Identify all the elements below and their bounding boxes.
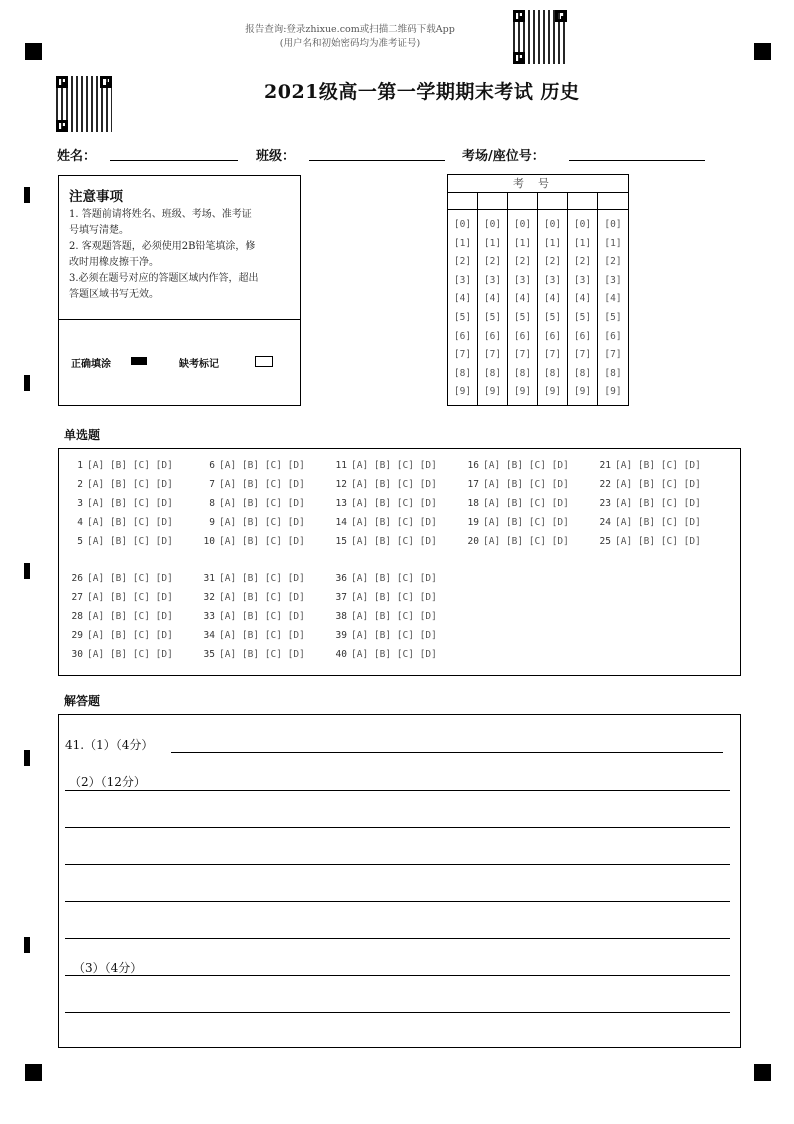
question-25[interactable] [595, 536, 701, 547]
notes-divider [59, 319, 300, 320]
exam-number-bubble[interactable]: [1] [573, 237, 592, 249]
exam-number-bubble[interactable]: [6] [573, 330, 592, 342]
answer-options[interactable]: [A] [B] [C] [D] [87, 536, 173, 547]
question-number: 27 [71, 592, 83, 603]
answer-options[interactable]: [A] [B] [C] [D] [483, 517, 569, 528]
exam-number-write-cell[interactable] [478, 192, 507, 210]
question-number: 14 [335, 517, 347, 528]
exam-number-column [508, 192, 538, 405]
answer-options[interactable]: [A] [B] [C] [D] [219, 573, 305, 584]
question-number: 25 [599, 536, 611, 547]
qr-code-student [56, 76, 112, 132]
question-number: 36 [335, 573, 347, 584]
exam-number-column [568, 192, 598, 405]
notes-line: 改时用橡皮擦干净。 [69, 257, 159, 268]
timing-mark [24, 563, 30, 579]
exam-number-bubble[interactable]: [9] [513, 386, 532, 398]
question-number: 21 [599, 460, 611, 471]
notes-line: 号填写清楚。 [69, 225, 129, 236]
answer-options[interactable]: [A] [B] [C] [D] [87, 611, 173, 622]
report-notice-line1: 报告查询:登录zhixue.com或扫描二维码下载App [245, 24, 455, 35]
exam-number-bubble[interactable]: [8] [604, 367, 622, 379]
notes-box [58, 175, 301, 406]
answer-options[interactable]: [A] [B] [C] [D] [615, 479, 701, 490]
exam-number-bubble[interactable]: [3] [483, 274, 502, 286]
notes-line: 3.必须在题号对应的答题区域内作答，超出 [69, 273, 259, 284]
question-19[interactable] [463, 517, 569, 528]
question-number: 22 [599, 479, 611, 490]
registration-mark-top-left [25, 43, 42, 60]
question-27[interactable] [67, 592, 173, 603]
question-number: 23 [599, 498, 611, 509]
exam-number-bubble[interactable]: [6] [453, 330, 472, 342]
question-number: 20 [467, 536, 479, 547]
q41-part3-label: （3）（4分） [73, 961, 143, 975]
registration-mark-top-right [754, 43, 771, 60]
single-choice-label: 单选题 [64, 428, 101, 442]
exam-number-bubble[interactable]: [2] [543, 256, 562, 268]
question-number: 2 [77, 479, 83, 490]
question-number: 1 [77, 460, 83, 471]
report-notice-line2: (用户名和初始密码均为准考证号) [279, 38, 421, 49]
answer-options[interactable]: [A] [B] [C] [D] [87, 649, 173, 660]
answer-options[interactable]: [A] [B] [C] [D] [219, 649, 305, 660]
question-3[interactable] [67, 498, 173, 509]
notes-line: 2. 客观题答题，必须使用2B铅笔填涂，修 [69, 241, 256, 252]
q41-part1-answer-line[interactable] [171, 752, 723, 753]
exam-number-bubble[interactable]: [4] [483, 293, 502, 305]
exam-number-grid [447, 174, 629, 406]
exam-number-bubble[interactable]: [5] [573, 311, 592, 323]
correct-fill-label: 正确填涂 [71, 359, 111, 370]
exam-number-write-cell[interactable] [568, 192, 597, 210]
question-40[interactable] [331, 649, 437, 660]
exam-number-bubble[interactable]: [2] [483, 256, 502, 268]
question-number: 8 [209, 498, 215, 509]
question-number: 16 [467, 460, 479, 471]
exam-number-bubble[interactable]: [3] [604, 274, 622, 286]
class-field[interactable] [309, 160, 445, 161]
question-34[interactable] [199, 630, 305, 641]
question-29[interactable] [67, 630, 173, 641]
question-1[interactable] [67, 460, 173, 471]
question-28[interactable] [67, 611, 173, 622]
q41-part3-answer-line[interactable] [65, 1012, 730, 1013]
exam-number-bubble[interactable]: [7] [573, 349, 592, 361]
question-number: 3 [77, 498, 83, 509]
question-21[interactable] [595, 460, 701, 471]
exam-number-bubble[interactable]: [9] [573, 386, 592, 398]
q41-part2-answer-line[interactable] [65, 938, 730, 939]
question-number: 24 [599, 517, 611, 528]
question-15[interactable] [331, 536, 437, 547]
answer-options[interactable]: [A] [B] [C] [D] [351, 517, 437, 528]
exam-number-bubble[interactable]: [3] [513, 274, 532, 286]
answer-options[interactable]: [A] [B] [C] [D] [219, 479, 305, 490]
question-2[interactable] [67, 479, 173, 490]
exam-number-bubble[interactable]: [6] [604, 330, 622, 342]
answer-options[interactable]: [A] [B] [C] [D] [483, 498, 569, 509]
answer-box [58, 714, 741, 1048]
exam-number-bubble[interactable]: [1] [604, 237, 622, 249]
exam-number-bubble[interactable]: [6] [483, 330, 502, 342]
timing-mark [24, 187, 30, 203]
answer-options[interactable]: [A] [B] [C] [D] [351, 630, 437, 641]
exam-number-bubble[interactable]: [5] [513, 311, 532, 323]
exam-number-bubble[interactable]: [0] [543, 219, 562, 230]
question-13[interactable] [331, 498, 437, 509]
exam-number-bubble[interactable]: [2] [453, 256, 472, 268]
answer-section-label: 解答题 [64, 694, 101, 708]
answer-options[interactable]: [A] [B] [C] [D] [219, 498, 305, 509]
page-title: 2021级高一第一学期期末考试 历史 [264, 81, 580, 103]
question-number: 29 [71, 630, 83, 641]
answer-options[interactable]: [A] [B] [C] [D] [351, 649, 437, 660]
q41-part2-label: （2）（12分） [69, 775, 146, 789]
question-number: 10 [203, 536, 215, 547]
exam-number-bubble[interactable]: [1] [543, 237, 562, 249]
registration-mark-bottom-right [754, 1064, 771, 1081]
answer-options[interactable]: [A] [B] [C] [D] [351, 479, 437, 490]
question-number: 5 [77, 536, 83, 547]
question-16[interactable] [463, 460, 569, 471]
answer-options[interactable]: [A] [B] [C] [D] [87, 479, 173, 490]
question-5[interactable] [67, 536, 173, 547]
q41-part2-answer-line[interactable] [65, 864, 730, 865]
question-number: 30 [71, 649, 83, 660]
answer-options[interactable]: [A] [B] [C] [D] [483, 460, 569, 471]
question-number: 37 [335, 592, 347, 603]
question-9[interactable] [199, 517, 305, 528]
question-18[interactable] [463, 498, 569, 509]
question-number: 9 [209, 517, 215, 528]
timing-mark [24, 375, 30, 391]
exam-number-bubble[interactable]: [2] [573, 256, 592, 268]
class-label: 班级： [256, 149, 296, 164]
exam-number-bubble[interactable]: [2] [513, 256, 532, 268]
notes-line: 1. 答题前请将姓名、班级、考场、准考证 [69, 209, 252, 220]
answer-options[interactable]: [A] [B] [C] [D] [351, 573, 437, 584]
question-number: 32 [203, 592, 215, 603]
notes-line: 答题区域书写无效。 [69, 289, 159, 300]
question-number: 26 [71, 573, 83, 584]
exam-number-bubble[interactable]: [0] [573, 219, 592, 230]
exam-number-bubble[interactable]: [9] [453, 386, 472, 398]
question-23[interactable] [595, 498, 701, 509]
question-12[interactable] [331, 479, 437, 490]
question-20[interactable] [463, 536, 569, 547]
exam-number-write-cell[interactable] [538, 192, 567, 210]
q41-part2-answer-line[interactable] [65, 790, 730, 791]
answer-options[interactable]: [A] [B] [C] [D] [87, 573, 173, 584]
answer-options[interactable]: [A] [B] [C] [D] [219, 611, 305, 622]
question-number: 39 [335, 630, 347, 641]
exam-number-bubble[interactable]: [9] [483, 386, 502, 398]
question-number: 7 [209, 479, 215, 490]
exam-number-column [538, 192, 568, 405]
question-14[interactable] [331, 517, 437, 528]
question-number: 12 [335, 479, 347, 490]
exam-number-bubble[interactable]: [4] [453, 293, 472, 305]
exam-number-bubble[interactable]: [6] [513, 330, 532, 342]
exam-number-bubble[interactable]: [2] [604, 256, 622, 268]
exam-number-bubble[interactable]: [5] [483, 311, 502, 323]
exam-number-column [478, 192, 508, 405]
qr-code-app-download [513, 10, 567, 64]
question-39[interactable] [331, 630, 437, 641]
question-number: 34 [203, 630, 215, 641]
timing-mark [24, 937, 30, 953]
exam-number-column [448, 192, 478, 405]
exam-number-bubble[interactable]: [4] [573, 293, 592, 305]
question-number: 33 [203, 611, 215, 622]
exam-number-bubble[interactable]: [7] [483, 349, 502, 361]
exam-number-bubble[interactable]: [0] [483, 219, 502, 230]
question-6[interactable] [199, 460, 305, 471]
answer-options[interactable]: [A] [B] [C] [D] [219, 536, 305, 547]
question-11[interactable] [331, 460, 437, 471]
question-35[interactable] [199, 649, 305, 660]
exam-number-bubble[interactable]: [5] [543, 311, 562, 323]
exam-number-bubble[interactable]: [7] [453, 349, 472, 361]
exam-number-bubble[interactable]: [0] [513, 219, 532, 230]
exam-number-bubble[interactable]: [1] [513, 237, 532, 249]
answer-options[interactable]: [A] [B] [C] [D] [219, 460, 305, 471]
exam-number-write-cell[interactable] [508, 192, 537, 210]
question-number: 17 [467, 479, 479, 490]
question-number: 35 [203, 649, 215, 660]
q41-part3-answer-line[interactable] [65, 975, 730, 976]
exam-number-bubble[interactable]: [9] [604, 386, 622, 398]
question-31[interactable] [199, 573, 305, 584]
question-number: 11 [335, 460, 347, 471]
registration-mark-bottom-left [25, 1064, 42, 1081]
exam-number-bubble[interactable]: [0] [604, 219, 622, 230]
notes-title: 注意事项 [69, 189, 123, 205]
exam-number-bubble[interactable]: [9] [543, 386, 562, 398]
answer-options[interactable]: [A] [B] [C] [D] [483, 479, 569, 490]
exam-number-bubble[interactable]: [7] [513, 349, 532, 361]
question-22[interactable] [595, 479, 701, 490]
question-26[interactable] [67, 573, 173, 584]
exam-number-bubble[interactable]: [5] [453, 311, 472, 323]
exam-number-bubble[interactable]: [7] [543, 349, 562, 361]
question-36[interactable] [331, 573, 437, 584]
answer-options[interactable]: [A] [B] [C] [D] [87, 592, 173, 603]
question-37[interactable] [331, 592, 437, 603]
q41-part2-answer-line[interactable] [65, 827, 730, 828]
absent-mark-checkbox[interactable] [255, 356, 273, 367]
exam-number-bubble[interactable]: [8] [483, 367, 502, 379]
exam-number-bubble[interactable]: [0] [453, 219, 472, 230]
answer-options[interactable]: [A] [B] [C] [D] [219, 517, 305, 528]
exam-number-bubble[interactable]: [1] [453, 237, 472, 249]
answer-options[interactable]: [A] [B] [C] [D] [87, 517, 173, 528]
correct-fill-sample [131, 357, 147, 365]
answer-options[interactable]: [A] [B] [C] [D] [615, 536, 701, 547]
exam-number-write-cell[interactable] [448, 192, 477, 210]
name-label: 姓名： [57, 149, 97, 164]
exam-number-bubble[interactable]: [3] [453, 274, 472, 286]
exam-number-bubble[interactable]: [7] [604, 349, 622, 361]
answer-options[interactable]: [A] [B] [C] [D] [87, 498, 173, 509]
question-number: 38 [335, 611, 347, 622]
question-10[interactable] [199, 536, 305, 547]
timing-mark [24, 750, 30, 766]
question-33[interactable] [199, 611, 305, 622]
question-8[interactable] [199, 498, 305, 509]
room-seat-field[interactable] [569, 160, 705, 161]
exam-number-bubble[interactable]: [8] [573, 367, 592, 379]
answer-options[interactable]: [A] [B] [C] [D] [615, 498, 701, 509]
question-number: 40 [335, 649, 347, 660]
notes-text [69, 207, 297, 303]
answer-options[interactable]: [A] [B] [C] [D] [351, 592, 437, 603]
question-7[interactable] [199, 479, 305, 490]
answer-options[interactable]: [A] [B] [C] [D] [615, 517, 701, 528]
exam-number-column [598, 192, 628, 405]
q41-part1-label: 41.（1）（4分） [65, 738, 154, 752]
report-notice [200, 23, 500, 51]
question-number: 4 [77, 517, 83, 528]
room-seat-label: 考场/座位号： [462, 149, 545, 164]
single-choice-box [58, 448, 741, 676]
question-30[interactable] [67, 649, 173, 660]
exam-number-bubble[interactable]: [5] [604, 311, 622, 323]
question-number: 15 [335, 536, 347, 547]
question-number: 31 [203, 573, 215, 584]
q41-part2-answer-line[interactable] [65, 901, 730, 902]
question-38[interactable] [331, 611, 437, 622]
answer-options[interactable]: [A] [B] [C] [D] [351, 498, 437, 509]
exam-number-write-cell[interactable] [598, 192, 628, 210]
question-number: 6 [209, 460, 215, 471]
absent-mark-label: 缺考标记 [179, 359, 219, 370]
question-number: 13 [335, 498, 347, 509]
exam-number-bubble[interactable]: [3] [573, 274, 592, 286]
exam-number-bubble[interactable]: [4] [513, 293, 532, 305]
question-24[interactable] [595, 517, 701, 528]
answer-options[interactable]: [A] [B] [C] [D] [351, 536, 437, 547]
exam-number-bubble[interactable]: [8] [513, 367, 532, 379]
question-number: 28 [71, 611, 83, 622]
answer-options[interactable]: [A] [B] [C] [D] [219, 592, 305, 603]
answer-options[interactable]: [A] [B] [C] [D] [87, 460, 173, 471]
question-number: 19 [467, 517, 479, 528]
question-number: 18 [467, 498, 479, 509]
answer-options[interactable]: [A] [B] [C] [D] [87, 630, 173, 641]
exam-number-bubble[interactable]: [8] [543, 367, 562, 379]
name-field[interactable] [110, 160, 238, 161]
exam-number-bubble[interactable]: [6] [543, 330, 562, 342]
answer-options[interactable]: [A] [B] [C] [D] [483, 536, 569, 547]
answer-options[interactable]: [A] [B] [C] [D] [351, 611, 437, 622]
exam-number-bubble[interactable]: [3] [543, 274, 562, 286]
answer-options[interactable]: [A] [B] [C] [D] [615, 460, 701, 471]
exam-number-header: 考号 [448, 175, 628, 193]
question-17[interactable] [463, 479, 569, 490]
exam-number-bubble[interactable]: [4] [543, 293, 562, 305]
answer-options[interactable]: [A] [B] [C] [D] [351, 460, 437, 471]
exam-number-bubble[interactable]: [4] [604, 293, 622, 305]
exam-number-bubble[interactable]: [1] [483, 237, 502, 249]
question-4[interactable] [67, 517, 173, 528]
exam-number-bubble[interactable]: [8] [453, 367, 472, 379]
question-32[interactable] [199, 592, 305, 603]
answer-options[interactable]: [A] [B] [C] [D] [219, 630, 305, 641]
